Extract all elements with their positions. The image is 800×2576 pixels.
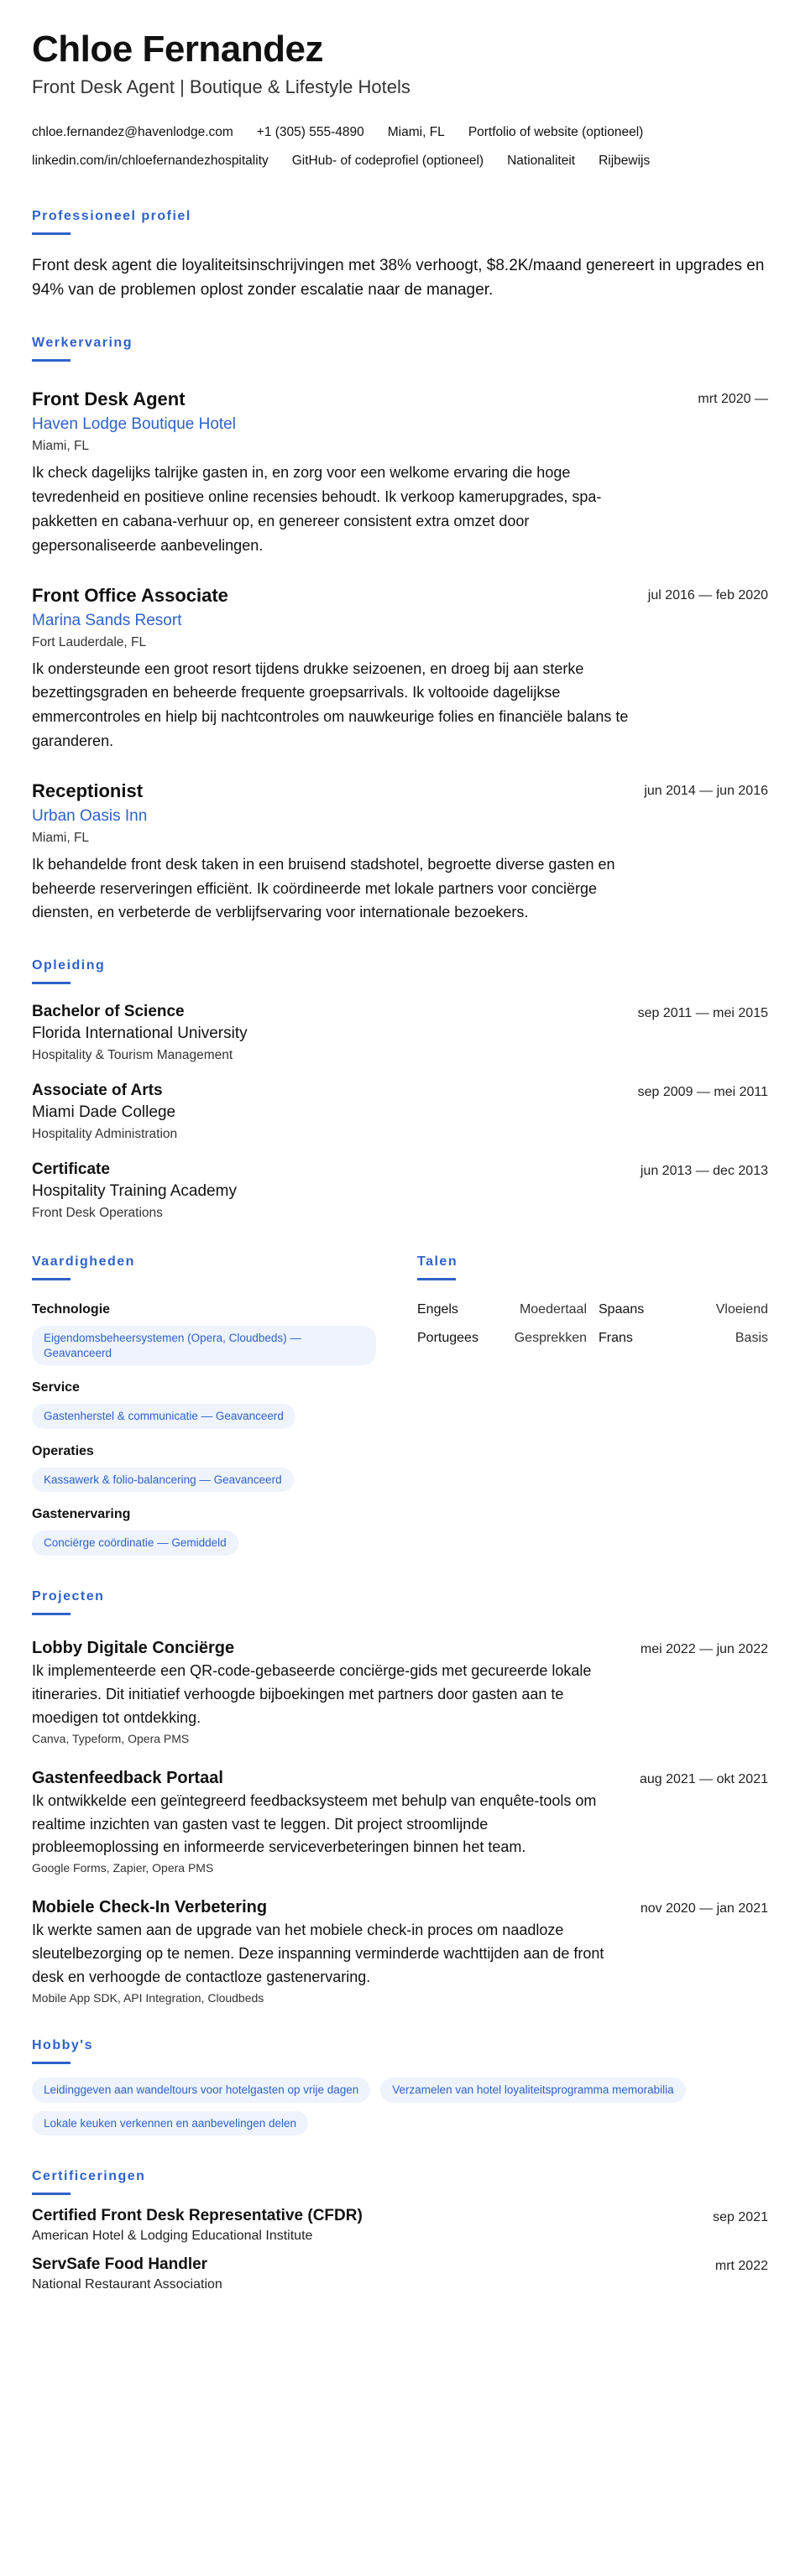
education-entry [32, 1003, 768, 1063]
experience-section [32, 336, 768, 925]
project-date: aug 2021 — okt 2021 [639, 1771, 768, 1786]
skill-group [32, 1380, 417, 1429]
project-title: Mobiele Check-In Verbetering [32, 1898, 268, 1917]
skill-pill: Eigendomsbeheersystemen (Opera, Cloudbeds) — Geavanceerd [32, 1326, 376, 1365]
language-item [599, 1331, 768, 1346]
hobby-pill: Leidinggeven aan wandeltours voor hotelgasten op vrije dagen [32, 2078, 370, 2103]
education-degree: Associate of Arts [32, 1082, 163, 1100]
section-title: Werkervaring [32, 336, 133, 351]
contact-nationality: Nationaliteit [507, 153, 576, 168]
hobby-list [32, 2078, 768, 2135]
contact-linkedin[interactable]: linkedin.com/in/chloefernandezhospitality [32, 153, 269, 168]
hobby-pill: Verzamelen van hotel loyaliteitsprogramma memorabilia [380, 2078, 685, 2103]
job-company: Marina Sands Resort [32, 611, 182, 629]
job-title: Front Desk Agent [32, 388, 186, 410]
job-location: Miami, FL [32, 439, 90, 454]
job-title: Receptionist [32, 780, 144, 801]
section-divider [32, 2062, 71, 2064]
education-school: Hospitality Training Academy [32, 1182, 237, 1201]
skill-pill: Gastenherstel & communicatie — Geavanceerd [32, 1404, 295, 1429]
section-divider [32, 1278, 71, 1280]
job-company: Haven Lodge Boutique Hotel [32, 415, 236, 434]
hobby-pill: Lokale keuken verkennen en aanbevelingen delen [32, 2111, 308, 2136]
certification-entry [32, 2255, 768, 2292]
project-title: Gastenfeedback Portaal [32, 1768, 223, 1787]
language-name: Frans [599, 1331, 633, 1346]
section-divider [32, 2193, 71, 2195]
skill-pill: Kassawerk & folio-balancering — Geavanceerd [32, 1468, 294, 1493]
candidate-headline: Front Desk Agent | Boutique & Lifestyle Hotels [32, 76, 410, 97]
contact-info [32, 118, 768, 175]
language-item [417, 1302, 587, 1317]
language-level: Moedertaal [519, 1302, 587, 1317]
profile-summary: Front desk agent die loyaliteitsinschrijvingen met 38% verhoogt, $8.2K/maand genereert in upgrades en 94% van de problemen oplost zonder escalatie naar de manager. [32, 256, 765, 300]
contact-portfolio[interactable]: Portfolio of website (optioneel) [468, 124, 644, 139]
project-description: Ik implementeerde een QR-code-gebaseerde conciërge-gids met gecureerde lokale itineraries. Dit initiatief verhoogde bijboekingen met partners door gasten aan te moedigen tot ontdekking. [32, 1661, 592, 1726]
education-school: Miami Dade College [32, 1103, 176, 1122]
project-entry [32, 1898, 768, 2005]
education-field: Hospitality & Tourism Management [32, 1048, 233, 1063]
job-description: Ik check dagelijks talrijke gasten in, en zorg voor een welkome ervaring die hoge tevredenheid en positieve online recensies behoudt. Ik verkoop kamerupgrades, spa-pakketten en cabana-verhuur op, en genereer consistent extra omzet door gepersonaliseerde aanbevelingen. [32, 464, 602, 554]
languages-grid [417, 1302, 768, 1346]
skill-group [32, 1302, 417, 1365]
certification-date: sep 2021 [713, 2210, 768, 2225]
education-degree: Bachelor of Science [32, 1003, 185, 1021]
skills-languages-row [32, 1254, 768, 1556]
section-title: Certificeringen [32, 2169, 146, 2184]
job-entry [32, 585, 768, 754]
job-title: Front Office Associate [32, 584, 228, 606]
section-title: Vaardigheden [32, 1254, 135, 1270]
certification-issuer: American Hotel & Lodging Educational Institute [32, 2229, 313, 2244]
job-location: Miami, FL [32, 830, 90, 845]
education-date: sep 2009 — mei 2011 [637, 1085, 768, 1100]
project-description: Ik werkte samen aan de upgrade van het mobiele check-in proces om naadloze sleutelbezorging op te nemen. Deze inspanning verminderde wachttijden aan de front desk en verhoogde de contactloze gastenervaring. [32, 1922, 604, 1986]
skill-pill: Conciërge coördinatie — Gemiddeld [32, 1530, 238, 1556]
certification-name: Certified Front Desk Representative (CFDR) [32, 2207, 363, 2225]
project-tech: Canva, Typeform, Opera PMS [32, 1731, 190, 1745]
language-name: Portugees [417, 1331, 478, 1346]
certification-date: mrt 2022 [714, 2259, 768, 2274]
section-title: Professioneel profiel [32, 208, 191, 223]
contact-email[interactable]: chloe.fernandez@havenlodge.com [32, 124, 233, 139]
skill-category: Service [32, 1380, 80, 1395]
education-entry [32, 1082, 768, 1142]
section-divider [32, 982, 71, 984]
project-entry [32, 1639, 768, 1745]
certifications-section [32, 2169, 768, 2292]
education-section [32, 958, 768, 1221]
section-title: Hobby's [32, 2037, 93, 2052]
contact-license: Rijbewijs [599, 153, 651, 168]
education-field: Front Desk Operations [32, 1206, 163, 1221]
project-date: mei 2022 — jun 2022 [640, 1641, 768, 1656]
job-entry [32, 388, 768, 557]
skill-category: Gastenervaring [32, 1507, 131, 1522]
candidate-name: Chloe Fernandez [32, 29, 323, 70]
section-title: Opleiding [32, 958, 106, 973]
language-item [417, 1331, 587, 1346]
education-degree: Certificate [32, 1160, 110, 1179]
section-title: Projecten [32, 1588, 105, 1603]
certification-entry [32, 2207, 768, 2244]
job-description: Ik ondersteunde een groot resort tijdens drukke seizoenen, en droeg bij aan sterke bezettingsgraden en beheerde frequente groepsarrivals. Ik voltooide dagelijkse emmercontroles en hielp bij nachtcontroles om nauwkeurige folies en financiële balans te garanderen. [32, 660, 629, 750]
language-level: Gesprekken [514, 1331, 587, 1346]
language-name: Engels [417, 1302, 458, 1317]
language-level: Basis [735, 1331, 768, 1346]
language-item [599, 1302, 768, 1317]
skill-category: Operaties [32, 1443, 94, 1458]
education-entry [32, 1160, 768, 1221]
project-entry [32, 1769, 768, 1875]
project-date: nov 2020 — jan 2021 [640, 1901, 768, 1916]
education-field: Hospitality Administration [32, 1127, 178, 1142]
education-school: Florida International University [32, 1025, 248, 1043]
hobbies-section [32, 2038, 768, 2135]
projects-section [32, 1589, 768, 2005]
section-divider [417, 1278, 456, 1280]
language-name: Spaans [599, 1302, 645, 1317]
profile-section [32, 209, 768, 303]
project-tech: Google Forms, Zapier, Opera PMS [32, 1861, 214, 1875]
resume-header [32, 29, 768, 175]
languages-section [417, 1254, 768, 1556]
certification-issuer: National Restaurant Association [32, 2277, 222, 2292]
job-description: Ik behandelde front desk taken in een bruisend stadshotel, begroette diverse gasten en beheerde reserveringen efficiënt. Ik coördineerde met lokale partners voor conciërge diensten, en verbeterde de verblijfservaring voor internationale bezoekers. [32, 855, 615, 921]
section-title: Talen [417, 1254, 458, 1270]
section-divider [32, 359, 71, 362]
language-level: Vloeiend [715, 1302, 768, 1317]
contact-location: Miami, FL [387, 124, 445, 139]
contact-github[interactable]: GitHub- of codeprofiel (optioneel) [291, 153, 484, 168]
job-date: jun 2014 — jun 2016 [644, 783, 768, 798]
project-tech: Mobile App SDK, API Integration, Cloudbeds [32, 1990, 264, 2005]
job-date: mrt 2020 — [698, 392, 768, 407]
contact-phone[interactable]: +1 (305) 555-4890 [256, 124, 364, 139]
job-company: Urban Oasis Inn [32, 806, 148, 825]
section-divider [32, 232, 71, 235]
education-date: jun 2013 — dec 2013 [640, 1164, 768, 1179]
job-date: jul 2016 — feb 2020 [647, 587, 768, 602]
skill-group [32, 1444, 417, 1493]
job-location: Fort Lauderdale, FL [32, 634, 147, 649]
job-entry [32, 780, 768, 925]
section-divider [32, 1613, 71, 1615]
certification-name: ServSafe Food Handler [32, 2255, 208, 2274]
skill-group [32, 1507, 417, 1556]
project-title: Lobby Digitale Conciërge [32, 1638, 235, 1657]
education-date: sep 2011 — mei 2015 [637, 1006, 768, 1021]
skill-category: Technologie [32, 1302, 111, 1317]
project-description: Ik ontwikkelde een geïntegreerd feedbacksysteem met behulp van enquête-tools om realtime inzichten van gasten vast te leggen. Dit project stroomlijnde probleemoplossing en informeerde serviceverbeteringen binnen het team. [32, 1791, 597, 1856]
skills-section [32, 1254, 417, 1556]
